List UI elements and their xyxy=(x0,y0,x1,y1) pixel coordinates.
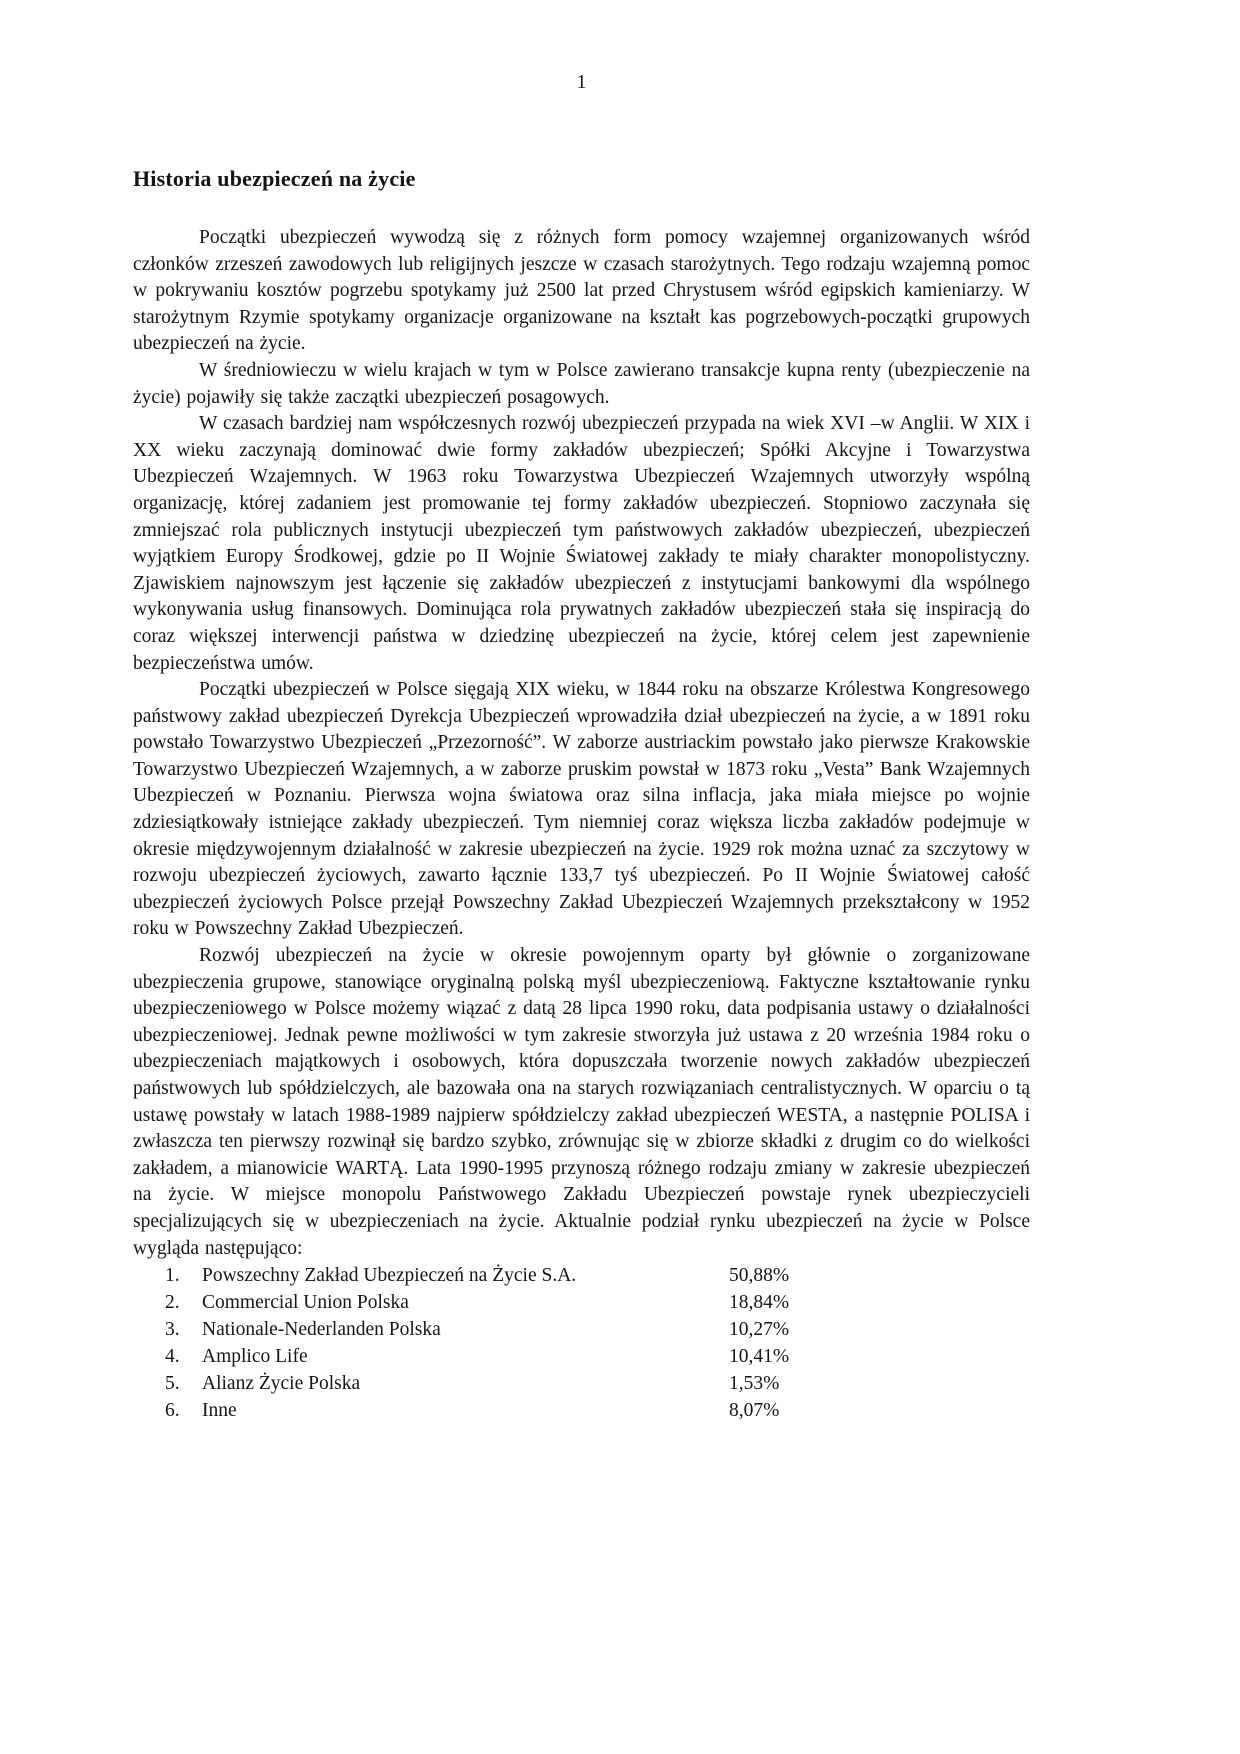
paragraph-middle-ages: W średniowieczu w wielu krajach w tym w Polsce zawierano transakcje kupna renty (ubezpieczenie na życie) pojawiły się także zaczątki ubezpieczeń posagowych. xyxy=(133,359,1030,408)
list-item xyxy=(133,1343,1030,1370)
item-name: Alianz Życie Polska xyxy=(202,1373,361,1395)
item-name: Amplico Life xyxy=(202,1346,308,1368)
paragraph-origins: Początki ubezpieczeń wywodzą się z różnych form pomocy wzajemnej organizowanych wśród członków zrzeszeń zawodowych lub religijnych jeszcze w czasach starożytnych. Tego rodzaju wzajemną pomoc w pokrywaniu kosztów pogrzebu spotykamy już 2500 lat przed Chrystusem wśród egipskich kamieniarzy. W starożytnym Rzymie spotykamy organizacje organizowane na kształt kas pogrzebowych-początki grupowych ubezpieczeń na życie. xyxy=(133,227,1030,355)
paragraph-modern-era: W czasach bardziej nam współczesnych rozwój ubezpieczeń przypada na wiek XVI –w Anglii. W XIX i XX wieku zaczynają dominować dwie formy zakładów ubezpieczeń; Spółki Akcyjne i Towarzystwa Ubezpieczeń Wzajemnych. W 1963 roku Towarzystwa Ubezpieczeń Wzajemnych utworzyły wspólną organizację, której zadaniem jest promowanie tej formy zakładów ubezpieczeń. Stopniowo zaczynała się zmniejszać rola publicznych instytucji ubezpieczeń tym państwowych zakładów ubezpieczeń, ubezpieczeń wyjątkiem Europy Środkowej, gdzie po II Wojnie Światowej zakłady te miały charakter monopolistyczny. Zjawiskiem najnowszym jest łączenie się zakładów ubezpieczeń z instytucjami bankowymi dla wspólnego wykonywania usług finansowych. Dominująca rola prywatnych zakładów ubezpieczeń stała się inspiracją do coraz większej interwencji państwa w dziedzinę ubezpieczeń na życie, której celem jest zapewnienie bezpieczeństwa umów. xyxy=(133,413,1030,674)
item-name: Nationale-Nederlanden Polska xyxy=(202,1319,441,1341)
item-share: 18,84% xyxy=(729,1292,790,1314)
item-number: 6. xyxy=(165,1400,180,1422)
item-share: 8,07% xyxy=(729,1400,780,1422)
item-share: 10,27% xyxy=(729,1319,790,1341)
document-body xyxy=(133,225,1030,1424)
list-item xyxy=(133,1397,1030,1424)
item-share: 1,53% xyxy=(729,1373,780,1395)
paragraph-poland-history: Początki ubezpieczeń w Polsce sięgają XIX wieku, w 1844 roku na obszarze Królestwa Kongresowego państwowy zakład ubezpieczeń Dyrekcja Ubezpieczeń wprowadziła dział ubezpieczeń na życie, a w 1891 roku powstało Towarzystwo Ubezpieczeń „Przezorność”. W zaborze austriackim powstało jako pierwsze Krakowskie Towarzystwo Ubezpieczeń Wzajemnych, a w zaborze pruskim powstał w 1873 roku „Vesta” Bank Wzajemnych Ubezpieczeń w Poznaniu. Pierwsza wojna światowa oraz silna inflacja, jaka miała miejsce po wojnie zdziesiątkowały istniejące zakłady ubezpieczeń. Tym niemniej coraz większa liczba zakładów podejmuje w okresie międzywojennym działalność w zakresie ubezpieczeń na życie. 1929 rok można uznać za szczytowy w rozwoju ubezpieczeń życiowych, zawarto łącznie 133,7 tyś ubezpieczeń. Po II Wojnie Światowej całość ubezpieczeń życiowych Polsce przejął Powszechny Zakład Ubezpieczeń Wzajemnych przekształcony w 1952 roku w Powszechny Zakład Ubezpieczeń. xyxy=(133,679,1030,940)
item-number: 3. xyxy=(165,1319,180,1341)
list-item xyxy=(133,1289,1030,1316)
item-share: 10,41% xyxy=(729,1346,790,1368)
item-name: Powszechny Zakład Ubezpieczeń na Życie S.A. xyxy=(202,1265,577,1287)
item-name: Inne xyxy=(202,1400,237,1422)
page-number: 1 xyxy=(576,71,587,93)
text-column xyxy=(133,0,1030,1424)
list-item xyxy=(133,1262,1030,1289)
item-name: Commercial Union Polska xyxy=(202,1292,409,1314)
item-number: 1. xyxy=(165,1265,180,1287)
list-item xyxy=(133,1370,1030,1397)
document-title: Historia ubezpieczeń na życie xyxy=(133,166,416,191)
item-share: 50,88% xyxy=(729,1265,790,1287)
market-share-list xyxy=(133,1262,1030,1424)
list-item xyxy=(133,1316,1030,1343)
item-number: 5. xyxy=(165,1373,180,1395)
paragraph-postwar-development: Rozwój ubezpieczeń na życie w okresie powojennym oparty był głównie o zorganizowane ubezpieczenia grupowe, stanowiące oryginalną polską myśl ubezpieczeniową. Faktyczne kształtowanie rynku ubezpieczeniowego w Polsce możemy wiązać z datą 28 lipca 1990 roku, data podpisania ustawy o działalności ubezpieczeniowej. Jednak pewne możliwości w tym zakresie stworzyła już ustawa z 20 września 1984 roku o ubezpieczeniach majątkowych i osobowych, która dopuszczała tworzenie nowych zakładów ubezpieczeń państwowych lub spółdzielczych, ale bazowała ona na starych rozwiązaniach centralistycznych. W oparciu o tą ustawę powstały w latach 1988-1989 najpierw spółdzielczy zakład ubezpieczeń WESTA, a następnie POLISA i zwłaszcza ten pierwszy rozwinął się bardzo szybko, zrównując się w zbiorze składki z drugim co do wielkości zakładem, a mianowicie WARTĄ. Lata 1990-1995 przynoszą różnego rodzaju zmiany w zakresie ubezpieczeń na życie. W miejsce monopolu Państwowego Zakładu Ubezpieczeń powstaje rynek ubezpieczycieli specjalizujących się w ubezpieczeniach na życie. Aktualnie podział rynku ubezpieczeń na życie w Polsce wygląda następująco: xyxy=(133,945,1030,1259)
item-number: 2. xyxy=(165,1292,180,1314)
item-number: 4. xyxy=(165,1346,180,1368)
